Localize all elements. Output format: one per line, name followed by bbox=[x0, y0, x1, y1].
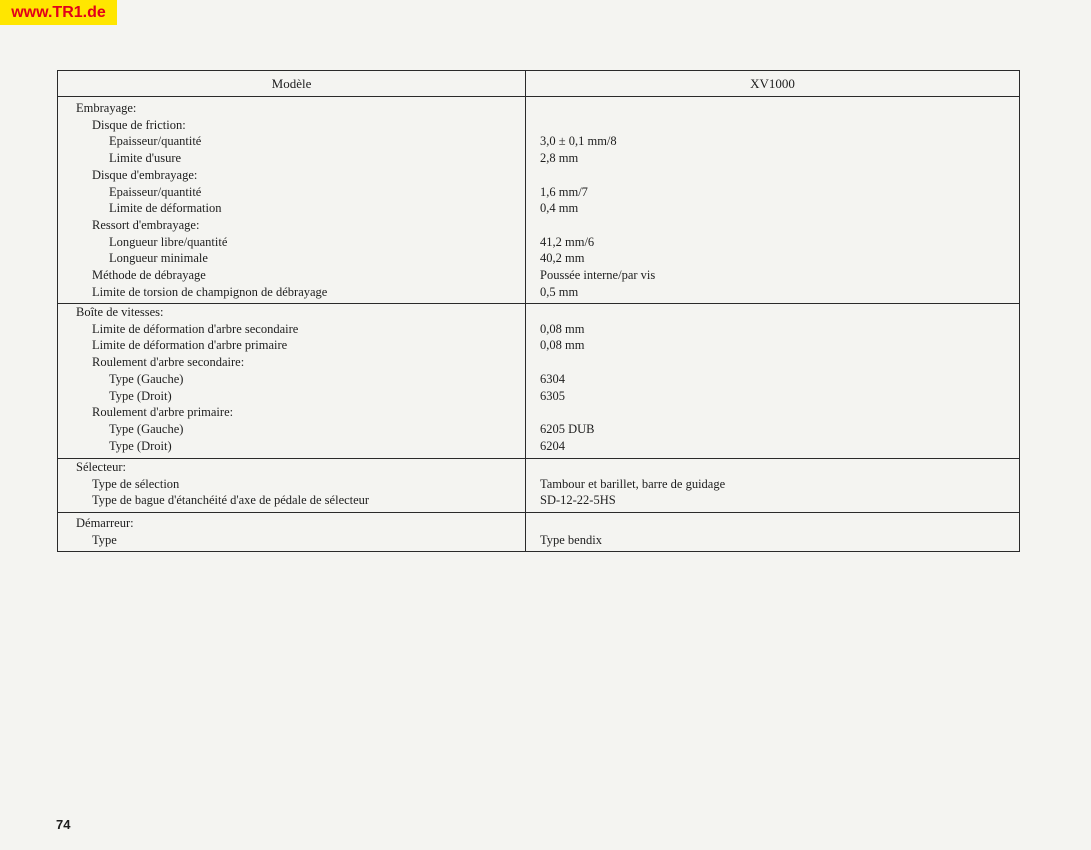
row-label: Longueur libre/quantité bbox=[109, 234, 228, 249]
row-label: Disque d'embrayage: bbox=[92, 167, 198, 182]
row-label: Limite de déformation d'arbre primaire bbox=[92, 338, 288, 353]
row-value: Type bendix bbox=[540, 532, 602, 547]
header-model-label: Modèle bbox=[271, 76, 312, 91]
row-label: Type de sélection bbox=[92, 476, 180, 491]
row-value: Tambour et barillet, barre de guidage bbox=[540, 476, 726, 491]
row-value: Poussée interne/par vis bbox=[540, 268, 656, 282]
row-label: Type (Gauche) bbox=[109, 371, 184, 386]
row-value: 0,4 mm bbox=[540, 201, 579, 216]
page-number: 74 bbox=[56, 817, 71, 832]
row-label: Type (Droit) bbox=[109, 388, 172, 403]
row-label: Epaisseur/quantité bbox=[109, 184, 202, 199]
row-label: Embrayage: bbox=[76, 101, 137, 115]
row-value: 6205 DUB bbox=[540, 421, 595, 436]
row-value: 0,5 mm bbox=[540, 284, 579, 299]
row-label: Type (Droit) bbox=[109, 438, 172, 453]
row-label: Disque de friction: bbox=[92, 117, 186, 132]
row-label: Boîte de vitesses: bbox=[76, 305, 164, 319]
row-label: Type (Gauche) bbox=[109, 421, 184, 436]
row-value: 1,6 mm/7 bbox=[540, 184, 588, 199]
header-model-value: XV1000 bbox=[750, 76, 795, 91]
row-label: Roulement d'arbre secondaire: bbox=[92, 355, 245, 370]
section-embrayage bbox=[58, 97, 1019, 303]
row-label: Ressort d'embrayage: bbox=[92, 217, 200, 232]
spec-table bbox=[57, 70, 1020, 552]
row-label: Type de bague d'étanchéité d'axe de pédale de sélecteur bbox=[92, 493, 370, 508]
row-label: Méthode de débrayage bbox=[92, 268, 206, 282]
row-label: Sélecteur: bbox=[76, 460, 126, 474]
row-value: SD-12-22-5HS bbox=[540, 493, 616, 508]
row-value: 0,08 mm bbox=[540, 338, 585, 353]
row-label: Limite de déformation bbox=[109, 201, 222, 216]
row-label: Limite d'usure bbox=[109, 151, 182, 166]
row-label: Type bbox=[92, 532, 117, 547]
row-value: 2,8 mm bbox=[540, 151, 579, 166]
row-value: 0,08 mm bbox=[540, 321, 585, 336]
row-value: 6305 bbox=[540, 388, 565, 403]
row-value: 41,2 mm/6 bbox=[540, 234, 595, 249]
section-selecteur bbox=[58, 458, 1019, 512]
row-value: 6304 bbox=[540, 371, 565, 386]
row-label: Démarreur: bbox=[76, 516, 134, 530]
row-label: Limite de déformation d'arbre secondaire bbox=[92, 321, 299, 336]
row-value: 40,2 mm bbox=[540, 251, 585, 266]
table-header bbox=[58, 71, 1019, 97]
row-label: Longueur minimale bbox=[109, 251, 208, 266]
row-label: Epaisseur/quantité bbox=[109, 134, 202, 149]
row-value: 6204 bbox=[540, 438, 565, 453]
row-label: Limite de torsion de champignon de débrayage bbox=[92, 284, 328, 299]
row-value: 3,0 ± 0,1 mm/8 bbox=[540, 134, 617, 149]
watermark-logo: www.TR1.de bbox=[0, 0, 117, 25]
section-boite-de-vitesses bbox=[58, 303, 1019, 458]
section-demarreur bbox=[58, 512, 1019, 551]
row-label: Roulement d'arbre primaire: bbox=[92, 405, 234, 420]
